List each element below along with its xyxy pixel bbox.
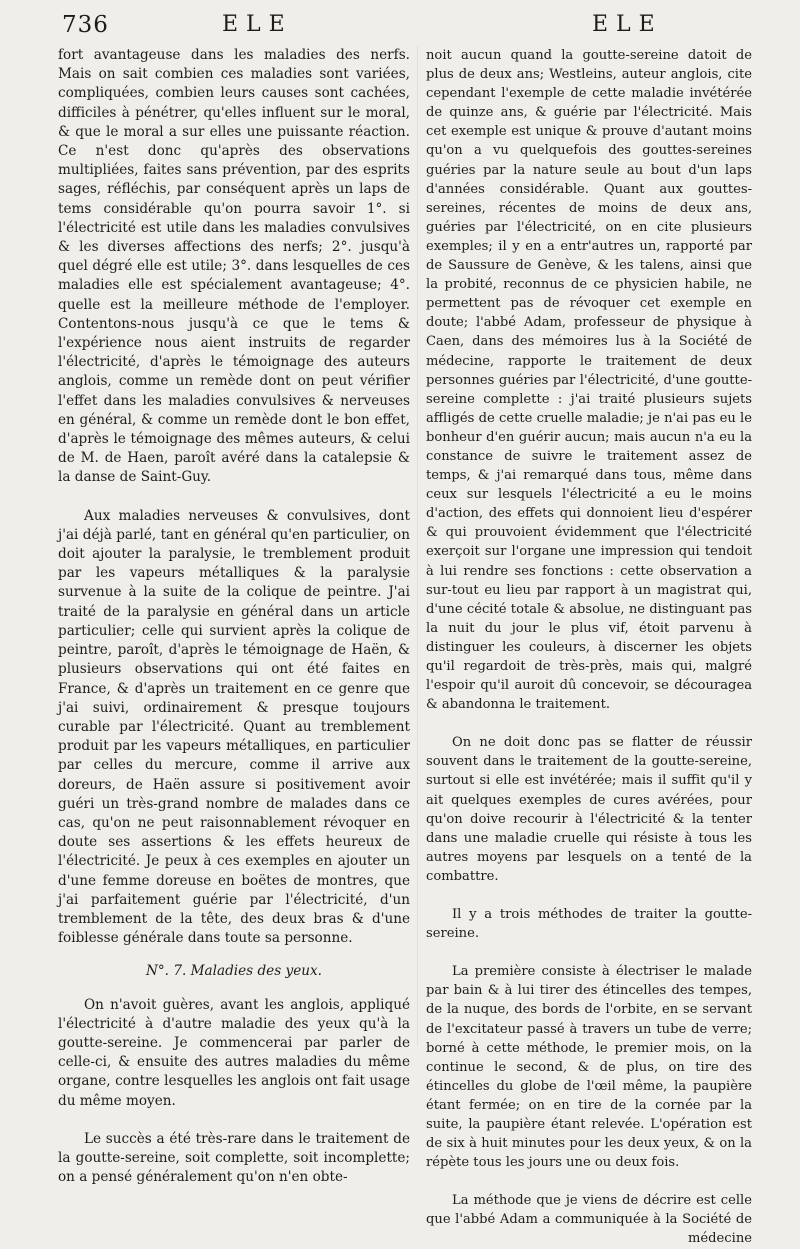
section-heading: N°. 7. Maladies des yeux. xyxy=(145,963,322,980)
running-head-right: ELE xyxy=(592,12,663,37)
left-column xyxy=(58,46,410,1187)
paragraph: Le succès a été très-rare dans le traitement de la goutte-sereine, soit complette, soit incomplette; on a pensé généralement qu'on n'en obte- xyxy=(58,1130,410,1186)
column-divider xyxy=(417,46,418,1046)
paragraph: On ne doit donc pas se flatter de réussir souvent dans le traitement de la goutte-sereine, surtout si elle est invétérée; mais il suffit qu'il y ait quelques exemples de cures avérées, pour qu'on doive recourir à l'électricité & la tenter dans une maladie cruelle qui résiste à tous les autres moyens par lesquels on a tenté de la combattre. xyxy=(426,735,752,884)
paragraph: noit aucun quand la goutte-sereine datoit de plus de deux ans; Westleins, auteur anglois, cite cependant l'exemple de cette maladie invétérée de quinze ans, & guérie par l'électricité. Mais cet exemple est unique & prouve d'autant moins qu'on a vu quelquefois des gouttes-sereines guéries par la nature seule au bout d'un laps d'années considérable. Quant aux gouttes-sereines, récentes de moins de deux ans, guéries par l'électricité, on en cite plusieurs exemples; il y en a entr'autres un, rapporté par de Saussure de Genève, & les talens, ainsi que la probité, reconnus de ce physicien habile, ne permettent pas de révoquer cet exemple en doute; l'abbé Adam, professeur de physique à Caen, dans des mémoires lus à la Société de médecine, rapporte le traitement de deux personnes guéries par l'électricité, d'une goutte-sereine complette : j'ai traité plusieurs sujets affligés de cette cruelle maladie; je n'ai pas eu le bonheur d'en guérir aucun; mais aucun n'a eu la constance de suivre le traitement assez de temps, & j'ai remarqué dans tous, même dans ceux sur lesquels l'électricité a eu le moins d'action, des effets qui donnoient lieu d'espérer & qui prouvoient évidemment que l'électricité exerçoit sur l'organe une impression qui tendoit à lui rendre ses fonctions : cette observation a sur-tout eu lieu par rapport à un magistrat qui, d'une cécité totale & absolue, ne distinguant pas la nuit du jour le plus vif, étoit parvenu à distinguer les couleurs, à discerner les objets qu'il regardoit de très-près, mais qui, malgré l'espoir qu'il auroit dû concevoir, se découragea & abandonna le traitement. xyxy=(426,48,752,713)
page-header xyxy=(62,12,762,42)
page-number: 736 xyxy=(62,12,109,38)
running-head-left: ELE xyxy=(222,12,293,37)
paragraph: fort avantageuse dans les maladies des nerfs. Mais on sait combien ces maladies sont variées, compliquées, combien leurs causes sont cachées, difficiles à pénétrer, qu'elles influent sur le moral, & que le moral a sur elles une puissante réaction. Ce n'est donc qu'après des observations multipliées, faites sans prévention, par des esprits sages, réfléchis, par conséquent après un laps de tems considérable qu'on pourra savoir 1°. si l'électricité est utile dans les maladies convulsives & les diverses affections des nerfs; 2°. jusqu'à quel dégré elle est utile; 3°. dans lesquelles de ces maladies elle est spécialement avantageuse; 4°. quelle est la meilleure méthode de l'employer. Contentons-nous jusqu'à ce que le tems & l'expérience nous aient instruits de regarder l'électricité, d'après le témoignage des auteurs anglois, comme un remède dont on peut vérifier l'effet dans les maladies convulsives & nerveuses en général, & comme un remède dont le bon effet, d'après le témoignage des mêmes auteurs, & celui de M. de Haen, paroît avéré dans la catalepsie & la danse de Saint-Guy. xyxy=(58,47,410,486)
paragraph: On n'avoit guères, avant les anglois, appliqué l'électricité à d'autre maladie des yeux qu'à la goutte-sereine. Je commencerai par parler de celle-ci, & ensuite des autres maladies du même organe, contre lesquelles les anglois ont fait usage du même moyen. xyxy=(58,996,410,1109)
paragraph: Il y a trois méthodes de traiter la goutte-sereine. xyxy=(426,907,752,942)
paragraph: La méthode que je viens de décrire est celle que l'abbé Adam a communiquée à la Société de médecine xyxy=(426,1193,752,1247)
paragraph: La première consiste à électriser le malade par bain & à lui tirer des étincelles des tempes, de la nuque, des bords de l'orbite, en se servant de l'excitateur passé à travers un tube de verre; borné à cette méthode, le premier mois, on la continue le second, & de plus, on tire des étincelles du globe de l'œil même, la paupière étant fermée; on en tire de la cornée par la suite, la paupière étant relevée. L'opération est de six à huit minutes pour les deux yeux, & on la répète tous les jours une ou deux fois. xyxy=(426,964,752,1171)
right-column xyxy=(426,46,752,1249)
paragraph: Aux maladies nerveuses & convulsives, dont j'ai déjà parlé, tant en général qu'en particulier, on doit ajouter la paralysie, le tremblement produit par les vapeurs métalliques & la paralysie survenue à la suite de la colique de peintre. J'ai traité de la paralysie en général dans un article particulier; celle qui survient après la colique de peintre, paroît, d'après le témoignage de Haën, & plusieurs observations qui ont été faites en France, & d'après un traitement en ce genre que j'ai suivi, ordinairement & presque toujours curable par l'électricité. Quant au tremblement produit par les vapeurs métalliques, en particulier par celles du mercure, comme il arrive aux doreurs, de Haën assure si positivement avoir guéri un très-grand nombre de malades dans ce cas, qu'on ne peut raisonnablement révoquer en doute ses assertions & les effets heureux de l'électricité. Je peux à ces exemples en ajouter un d'une femme doreuse en boëtes de montres, que j'ai parfaitement guérie par l'électricité, d'un tremblement de la tête, des deux bras & d'une foiblesse générale dans toute sa personne. xyxy=(58,507,410,947)
